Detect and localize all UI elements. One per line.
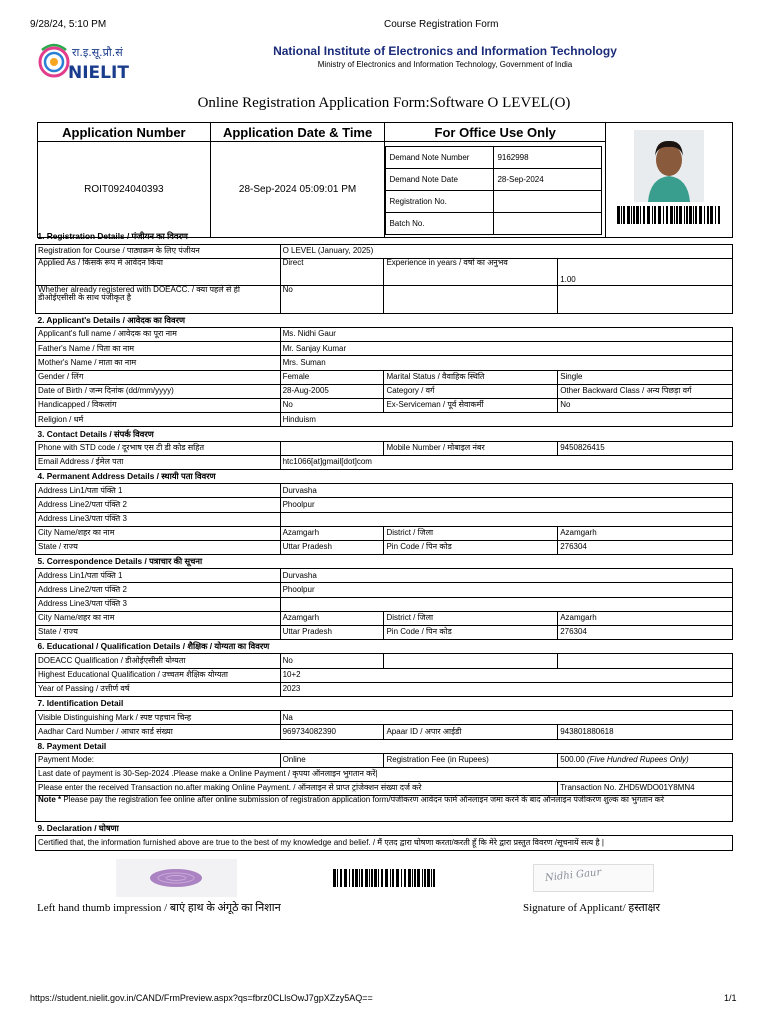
section-applicant-details: 2. Applicant's Details / आवेदक का विवरण <box>37 315 185 326</box>
email-label: Email Address / ईमेल पता <box>36 455 281 469</box>
table-row <box>36 682 733 696</box>
declaration-text: Certified that, the information furnished above are true to the best of my knowledge and belief. / मैं एतद द्वारा घोषणा करता/करती हूँ कि मेरे द्वारा प्रस्तुत विवरण /सूचनायें सत्य है | <box>36 836 733 850</box>
full-name-value: Ms. Nidhi Gaur <box>280 328 732 342</box>
doeacc-registered-label: Whether already registered with DOEACC. / क्या पहले से ही डीओईएसीसी के साथ पंजीकृत है <box>36 285 281 313</box>
registration-fee-cell <box>558 753 733 767</box>
table-row <box>36 569 733 583</box>
phone-value <box>280 441 384 455</box>
perm-state-label: State / राज्य <box>36 540 281 554</box>
corr-state-label: State / राज्य <box>36 626 281 640</box>
logo-english-text: NIELIT <box>68 63 129 83</box>
perm-address1-label: Address Lin1/पता पंक्ति 1 <box>36 484 281 498</box>
table-row <box>36 258 733 285</box>
table-row <box>36 836 733 850</box>
distinguishing-mark-value: Na <box>280 711 732 725</box>
course-value: O LEVEL (January, 2025) <box>280 244 732 258</box>
perm-city-value: Azamgarh <box>280 526 384 540</box>
application-summary-table <box>37 122 733 238</box>
doeacc-qualification-value: No <box>280 654 384 668</box>
print-page-number: 1/1 <box>724 993 737 1003</box>
registration-fee-value: 500.00 <box>560 755 585 765</box>
payment-mode-value: Online <box>280 753 384 767</box>
section-contact-details: 3. Contact Details / संपर्क विवरण <box>37 428 154 439</box>
corr-district-value: Azamgarh <box>558 611 733 625</box>
application-datetime: 28-Sep-2024 05:09:01 PM <box>210 142 385 238</box>
table-row <box>36 611 733 625</box>
experience-label: Experience in years / वर्षो का अनुभव <box>384 258 558 285</box>
registration-no-label: Registration No. <box>386 191 494 213</box>
aadhar-value: 969734082390 <box>280 725 384 739</box>
last-date-of-payment: Last date of payment is 30-Sep-2024 .Please make a Online Payment / कृपया ऑनलाइन भुगतान करें| <box>36 767 733 781</box>
corr-address3-label: Address Line3/पता पंक्ति 3 <box>36 597 281 611</box>
print-datetime: 9/28/24, 5:10 PM <box>30 19 107 30</box>
office-use-cell <box>385 142 606 238</box>
section-permanent-address: 4. Permanent Address Details / स्थायी पता विवरण <box>37 471 216 482</box>
form-barcode <box>333 869 437 887</box>
table-row <box>36 342 733 356</box>
ex-serviceman-label: Ex-Serviceman / पूर्व सेवाकर्मी <box>384 399 558 413</box>
perm-pin-label: Pin Code / पिन कोड <box>384 540 558 554</box>
table-row <box>36 540 733 554</box>
org-subtitle: Ministry of Electronics and Information Technology, Government of India <box>317 60 573 69</box>
perm-address3-label: Address Line3/पता पंक्ति 3 <box>36 512 281 526</box>
table-row <box>36 370 733 384</box>
perm-address2-label: Address Line2/पता पंक्ति 2 <box>36 498 281 512</box>
applied-as-label: Applied As / किसके रूप में आवेदन किया <box>36 258 281 285</box>
corr-address2-value: Phoolpur <box>280 583 732 597</box>
table-row <box>36 328 733 342</box>
logo-hindi-text: रा.इ.सू.प्रौ.सं <box>72 46 123 59</box>
table-row <box>36 597 733 611</box>
signature-handwriting: Nidhi Gaur <box>544 867 602 884</box>
application-datetime-header: Application Date & Time <box>210 123 385 142</box>
ex-serviceman-value: No <box>558 399 733 413</box>
perm-pin-value: 276304 <box>558 540 733 554</box>
corr-state-value: Uttar Pradesh <box>280 626 384 640</box>
perm-address2-value: Phoolpur <box>280 498 732 512</box>
table-row <box>36 455 733 469</box>
demand-note-number: 9162998 <box>494 147 602 169</box>
table-row <box>36 384 733 398</box>
table-row <box>36 654 733 668</box>
print-url: https://student.nielit.gov.in/CAND/FrmPreview.aspx?qs=fbrz0CLlsOwJ7gpXZzy5AQ== <box>30 993 373 1003</box>
office-use-table <box>385 146 602 235</box>
perm-address3-value <box>280 512 732 526</box>
perm-state-value: Uttar Pradesh <box>280 540 384 554</box>
aadhar-label: Aadhar Card Number / आधार कार्ड संख्या <box>36 725 281 739</box>
table-row <box>36 356 733 370</box>
category-value: Other Backward Class / अन्य पिछड़ा वर्ग <box>558 384 733 398</box>
table-row <box>36 484 733 498</box>
section-identification-detail: 7. Identification Detail <box>37 698 124 709</box>
table-row <box>36 753 733 767</box>
note-text: Please pay the registration fee online after online submission of registration application form/पंजीकरण आवेदन फार्म ऑनलाइन जमा करने के बाद ऑनलाइन पंजीकरण शुल्क का भुगतान करें <box>61 795 665 805</box>
empty-cell <box>384 285 558 313</box>
perm-city-label: City Name/शहर का नाम <box>36 526 281 540</box>
office-use-header: For Office Use Only <box>385 123 606 142</box>
table-row <box>36 399 733 413</box>
handicapped-label: Handicapped / विकलांग <box>36 399 281 413</box>
transaction-number: Transaction No. ZHD5WDO01Y8MN4 <box>558 782 733 796</box>
highest-qualification-label: Highest Educational Qualification / उच्चतम शैक्षिक योग्यता <box>36 668 281 682</box>
perm-address1-value: Durvasha <box>280 484 732 498</box>
table-row <box>36 796 733 822</box>
corr-address3-value <box>280 597 732 611</box>
corr-city-value: Azamgarh <box>280 611 384 625</box>
year-of-passing-value: 2023 <box>280 682 732 696</box>
registration-details-table <box>35 230 733 851</box>
demand-note-date-label: Demand Note Date <box>386 169 494 191</box>
thumb-impression-label: Left hand thumb impression / बाएं हाथ के अंगूठे का निशान <box>37 902 281 914</box>
handicapped-value: No <box>280 399 384 413</box>
applied-as-value: Direct <box>280 258 384 285</box>
experience-value: 1.00 <box>558 258 733 285</box>
table-row <box>36 668 733 682</box>
table-row <box>36 498 733 512</box>
table-row <box>36 782 733 796</box>
marital-status-value: Single <box>558 370 733 384</box>
print-page-title: Course Registration Form <box>384 19 499 30</box>
mother-name-value: Mrs. Suman <box>280 356 732 370</box>
course-label: Registration for Course / पाठ्यक्रम के लिए पंजीयन <box>36 244 281 258</box>
demand-note-number-label: Demand Note Number <box>386 147 494 169</box>
dob-value: 28-Aug-2005 <box>280 384 384 398</box>
apaar-id-value: 943801880618 <box>558 725 733 739</box>
perm-district-value: Azamgarh <box>558 526 733 540</box>
empty-cell <box>558 654 733 668</box>
table-row <box>36 285 733 313</box>
table-row <box>36 711 733 725</box>
table-row <box>36 767 733 781</box>
dob-label: Date of Birth / जन्म दिनांक (dd/mm/yyyy) <box>36 384 281 398</box>
table-row <box>36 244 733 258</box>
apaar-id-label: Apaar ID / अपार आईडी <box>384 725 558 739</box>
empty-cell <box>558 285 733 313</box>
doeacc-registered-value: No <box>280 285 384 313</box>
note-label: Note * <box>38 795 62 805</box>
corr-district-label: District / जिला <box>384 611 558 625</box>
full-name-label: Applicant's full name / आवेदक का पूरा नाम <box>36 328 281 342</box>
nielit-logo <box>36 36 158 86</box>
payment-note <box>36 796 733 822</box>
table-row <box>36 512 733 526</box>
table-row <box>36 583 733 597</box>
highest-qualification-value: 10+2 <box>280 668 732 682</box>
section-payment-detail: 8. Payment Detail <box>37 740 107 751</box>
category-label: Category / वर्ग <box>384 384 558 398</box>
org-title: National Institute of Electronics and Information Technology <box>273 44 617 58</box>
applicant-photo <box>634 130 704 202</box>
corr-pin-label: Pin Code / पिन कोड <box>384 626 558 640</box>
payment-mode-label: Payment Mode: <box>36 753 281 767</box>
table-row <box>36 626 733 640</box>
corr-address1-label: Address Lin1/पता पंक्ति 1 <box>36 569 281 583</box>
empty-cell <box>384 654 558 668</box>
demand-note-date: 28-Sep-2024 <box>494 169 602 191</box>
signature-label: Signature of Applicant/ हस्ताक्षर <box>523 902 661 914</box>
table-row <box>36 413 733 427</box>
table-row <box>36 441 733 455</box>
table-row <box>36 725 733 739</box>
section-registration-details: 1. Registration Details / पंजीयन का विवरण <box>37 231 188 242</box>
religion-value: Hinduism <box>280 413 732 427</box>
batch-no-label: Batch No. <box>386 213 494 235</box>
transaction-label: Please enter the received Transaction no.after making Online Payment. / ऑनलाइन से प्राप्त ट्रांजेक्शन संख्या दर्ज करे <box>36 782 558 796</box>
corr-city-label: City Name/शहर का नाम <box>36 611 281 625</box>
mobile-value: 9450826415 <box>558 441 733 455</box>
photo-cell <box>606 123 733 238</box>
father-name-label: Father's Name / पिता का नाम <box>36 342 281 356</box>
section-educational-details: 6. Educational / Qualification Details / शैक्षिक / योग्यता का विवरण <box>37 641 270 652</box>
section-correspondence-details: 5. Correspondence Details / पत्राचार की सूचना <box>37 556 203 567</box>
application-number: ROIT0924040393 <box>38 142 211 238</box>
thumb-impression-image <box>116 859 237 897</box>
mobile-label: Mobile Number / मोबाइल नंबर <box>384 441 558 455</box>
father-name-value: Mr. Sanjay Kumar <box>280 342 732 356</box>
registration-no <box>494 191 602 213</box>
year-of-passing-label: Year of Passing / उत्तीर्ण वर्ष <box>36 682 281 696</box>
application-number-header: Application Number <box>38 123 211 142</box>
religion-label: Religion / धर्म <box>36 413 281 427</box>
mother-name-label: Mother's Name / माता का नाम <box>36 356 281 370</box>
table-row <box>36 526 733 540</box>
registration-fee-words: (Five Hundred Rupees Only) <box>586 755 689 765</box>
section-declaration: 9. Declaration / घोषणा <box>37 823 119 834</box>
email-value: htc1066[at]gmail[dot]com <box>280 455 732 469</box>
gender-label: Gender / लिंग <box>36 370 281 384</box>
applicant-barcode <box>606 206 732 224</box>
doeacc-qualification-label: DOEACC Qualification / डीओईएसीसी योग्यता <box>36 654 281 668</box>
registration-fee-label: Registration Fee (in Rupees) <box>384 753 558 767</box>
corr-address2-label: Address Line2/पता पंक्ति 2 <box>36 583 281 597</box>
gender-value: Female <box>280 370 384 384</box>
phone-label: Phone with STD code / दूरभाष एस टी डी कोड सहित <box>36 441 281 455</box>
corr-address1-value: Durvasha <box>280 569 732 583</box>
corr-pin-value: 276304 <box>558 626 733 640</box>
perm-district-label: District / जिला <box>384 526 558 540</box>
marital-status-label: Marital Status / वैवाहिक स्थिति <box>384 370 558 384</box>
distinguishing-mark-label: Visible Distinguishing Mark / स्पष्ट पहचान चिन्ह <box>36 711 281 725</box>
form-title: Online Registration Application Form:Software O LEVEL(O) <box>197 95 571 111</box>
